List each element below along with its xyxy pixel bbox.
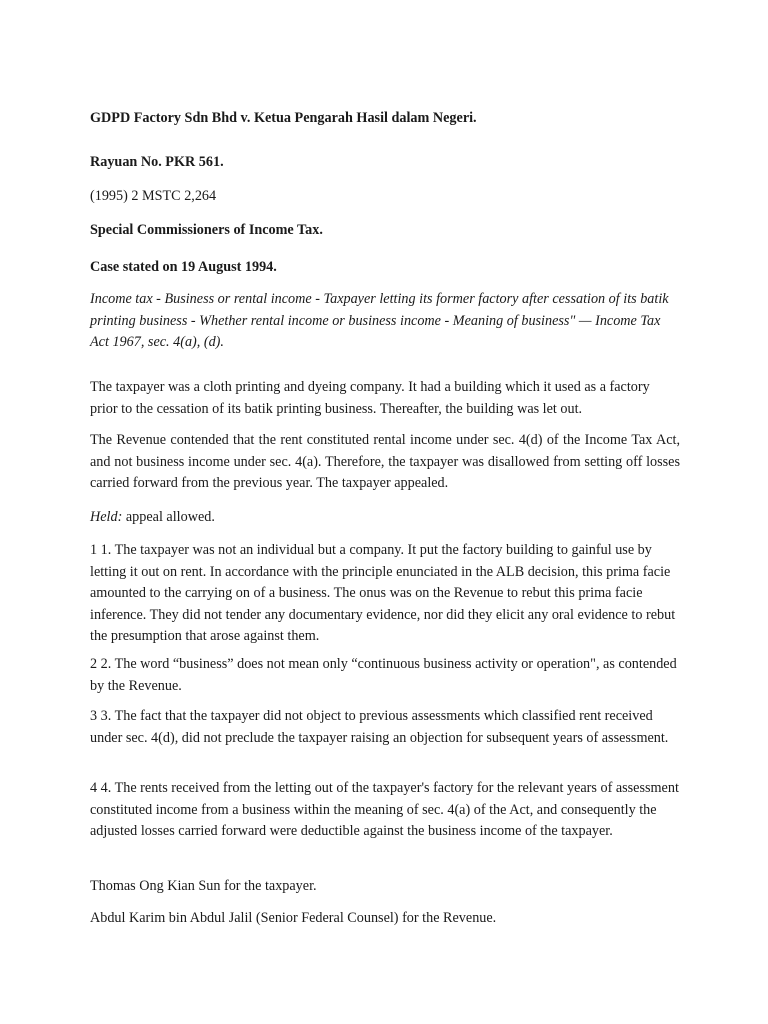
- holding-item: 1 1. The taxpayer was not an individual but a company. It put the factory building to gainful use by letting it out on rent. In accordance with the principle enunciated in the ALB decision, this prima facie amounted to the carrying on of a business. The onus was on the Revenue to rebut this prima facie inference. They did not tender any documentary evidence, nor did they elicit any oral evidence to rebut the presumption that arose against them.: [90, 542, 676, 644]
- catchwords: Income tax - Business or rental income - Taxpayer letting its former factory after cessation of its batik printing business - Whether rental income or business income - Meaning of business" — Income Tax Act 1967, sec. 4(a), (d).: [90, 291, 669, 350]
- case-citation: (1995) 2 MSTC 2,264: [90, 188, 217, 204]
- holding-item: 2 2. The word “business” does not mean only “continuous business activity or operation", as contended by the Revenue.: [90, 656, 677, 694]
- appeal-number: Rayuan No. PKR 561.: [90, 154, 224, 170]
- revenue-contention-paragraph: The Revenue contended that the rent constituted rental income under sec. 4(d) of the Income Tax Act, and not business income under sec. 4(a). Therefore, the taxpayer was disallowed from setting off losses carried forward from the previous year. The taxpayer appealed.: [90, 432, 680, 491]
- facts-paragraph: The taxpayer was a cloth printing and dyeing company. It had a building which it used as a factory prior to the cessation of its batik printing business. Thereafter, the building was let out.: [90, 379, 650, 417]
- holding-item: 4 4. The rents received from the letting out of the taxpayer's factory for the relevant years of assessment constituted income from a business within the meaning of sec. 4(a) of the Act, and consequently the adjusted losses carried forward were deductible against the business income of the taxpayer.: [90, 780, 679, 839]
- held-label: Held:: [90, 509, 123, 525]
- court-name: Special Commissioners of Income Tax.: [90, 222, 323, 238]
- case-stated-date: Case stated on 19 August 1994.: [90, 259, 277, 275]
- held-text: appeal allowed.: [122, 509, 215, 525]
- case-title: GDPD Factory Sdn Bhd v. Ketua Pengarah Hasil dalam Negeri.: [90, 110, 477, 126]
- holding-item: 3 3. The fact that the taxpayer did not object to previous assessments which classified rent received under sec. 4(d), did not preclude the taxpayer raising an objection for subsequent years of assessment.: [90, 708, 669, 746]
- counsel-taxpayer: Thomas Ong Kian Sun for the taxpayer.: [90, 878, 317, 894]
- counsel-revenue: Abdul Karim bin Abdul Jalil (Senior Federal Counsel) for the Revenue.: [90, 910, 497, 926]
- held-line: [90, 507, 215, 529]
